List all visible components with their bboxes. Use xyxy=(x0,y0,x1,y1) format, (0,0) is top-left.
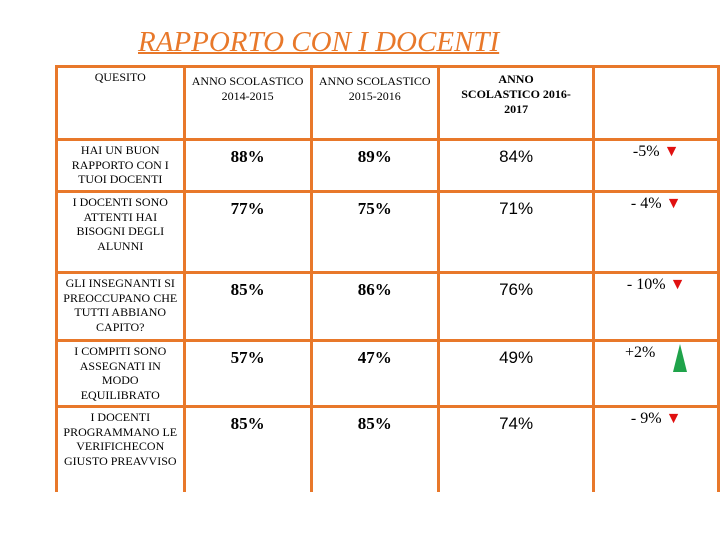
down-arrow-icon: ▼ xyxy=(669,276,686,293)
down-arrow-icon: ▼ xyxy=(665,410,682,427)
value-2014: 77% xyxy=(184,192,311,273)
down-arrow-icon: ▼ xyxy=(665,195,682,212)
change-value: +2% xyxy=(625,344,656,361)
change-value: -5% xyxy=(632,143,660,160)
header-quesito: QUESITO xyxy=(57,67,185,140)
change-cell xyxy=(594,341,719,407)
header-2014: ANNO SCOLASTICO 2014-2015 xyxy=(184,67,311,140)
question-cell: I DOCENTI PROGRAMMANO LE VERIFICHECON GIUSTO PREAVVISO xyxy=(57,407,185,492)
value-2016: 84% xyxy=(438,140,594,192)
survey-table xyxy=(55,65,720,492)
table-row xyxy=(57,273,719,341)
header-2016: ANNO SCOLASTICO 2016-2017 xyxy=(438,67,594,140)
page-title: RAPPORTO CON I DOCENTI xyxy=(138,26,500,58)
change-cell xyxy=(594,407,719,492)
question-cell: I COMPITI SONO ASSEGNATI IN MODO EQUILIBRATO xyxy=(57,341,185,407)
value-2015: 75% xyxy=(311,192,438,273)
table-row xyxy=(57,192,719,273)
change-cell xyxy=(594,192,719,273)
question-cell: HAI UN BUON RAPPORTO CON I TUOI DOCENTI xyxy=(57,140,185,192)
value-2016: 74% xyxy=(438,407,594,492)
header-row xyxy=(57,67,719,140)
change-value: - 10% xyxy=(626,276,666,293)
value-2015: 47% xyxy=(311,341,438,407)
table-row xyxy=(57,407,719,492)
value-2014: 85% xyxy=(184,407,311,492)
change-value: - 4% xyxy=(630,195,662,212)
change-cell xyxy=(594,140,719,192)
value-2014: 57% xyxy=(184,341,311,407)
change-value: - 9% xyxy=(630,410,662,427)
question-cell: GLI INSEGNANTI SI PREOCCUPANO CHE TUTTI ABBIANO CAPITO? xyxy=(57,273,185,341)
value-2014: 88% xyxy=(184,140,311,192)
value-2016: 71% xyxy=(438,192,594,273)
value-2015: 85% xyxy=(311,407,438,492)
question-cell: I DOCENTI SONO ATTENTI HAI BISOGNI DEGLI ALUNNI xyxy=(57,192,185,273)
value-2015: 89% xyxy=(311,140,438,192)
header-change xyxy=(594,67,719,140)
header-2015: ANNO SCOLASTICO 2015-2016 xyxy=(311,67,438,140)
table-row xyxy=(57,341,719,407)
value-2016: 76% xyxy=(438,273,594,341)
up-arrow-icon xyxy=(673,344,687,372)
value-2016: 49% xyxy=(438,341,594,407)
value-2014: 85% xyxy=(184,273,311,341)
value-2015: 86% xyxy=(311,273,438,341)
down-arrow-icon: ▼ xyxy=(663,143,680,160)
table-row xyxy=(57,140,719,192)
change-cell xyxy=(594,273,719,341)
